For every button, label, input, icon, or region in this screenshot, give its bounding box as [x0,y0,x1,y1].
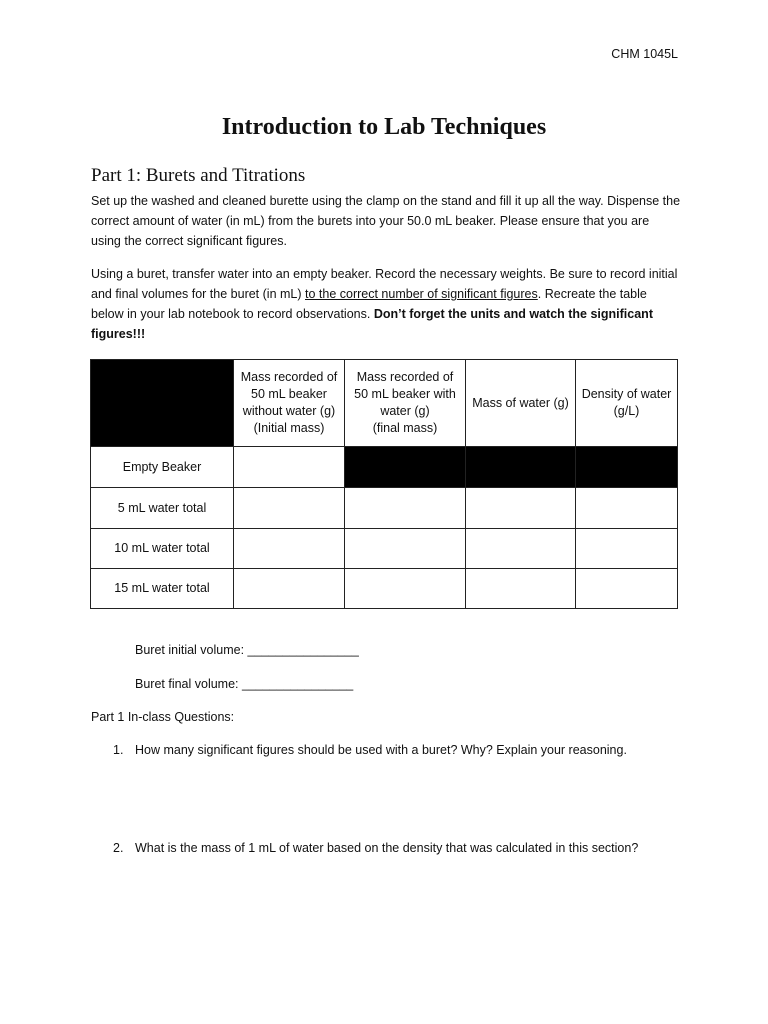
header-final-mass: Mass recorded of 50 mL beaker with water (g) (final mass) [345,360,466,447]
table-cell[interactable] [466,569,576,609]
table-header-row [91,360,678,447]
table-row [91,447,678,488]
table-cell[interactable] [576,488,678,529]
blank-header-cell [91,360,234,447]
table-cell[interactable] [576,569,678,609]
buret-final-volume-line[interactable]: Buret final volume: ________________ [135,677,354,691]
question-number: 2. [113,841,124,855]
instructions-paragraph-1: Set up the washed and cleaned burette using the clamp on the stand and fill it up all the way. Dispense the correct amount of water (in mL) from the burets into your 50.0 mL beaker. Please ensure that you are using the correct significant figures. [91,194,681,248]
header-mass-of-water: Mass of water (g) [466,360,576,447]
observations-table [90,359,678,609]
table-cell[interactable] [345,569,466,609]
question-2 [113,841,638,855]
part1-heading: Part 1: Burets and Titrations [91,165,306,186]
question-text: How many significant figures should be used with a buret? Why? Explain your reasoning. [135,743,627,757]
table-cell[interactable] [345,529,466,569]
row-label: Empty Beaker [91,447,234,488]
table-row [91,529,678,569]
blacked-out-cell [576,447,678,488]
buret-initial-volume-line[interactable]: Buret initial volume: ________________ [135,643,359,657]
row-label: 15 mL water total [91,569,234,609]
row-label: 5 mL water total [91,488,234,529]
instructions-paragraph-2 [91,264,681,344]
questions-heading: Part 1 In-class Questions: [91,710,235,724]
underlined-text: to the correct number of significant figures [305,287,538,301]
paragraph2-text-mid: . Recreate the table below in your lab notebook to record observations. [91,287,647,321]
table-cell[interactable] [466,529,576,569]
blacked-out-cell [466,447,576,488]
blacked-out-cell [345,447,466,488]
header-density: Density of water (g/L) [576,360,678,447]
table-cell[interactable] [234,529,345,569]
table-row [91,569,678,609]
paragraph2-text: Using a buret, transfer water into an empty beaker. Record the necessary weights. Be sure to record initial and final volumes for the buret (in mL) [91,267,678,301]
course-code: CHM 1045L [611,47,678,61]
question-1 [113,743,627,757]
table-cell[interactable] [234,569,345,609]
question-text: What is the mass of 1 mL of water based on the density that was calculated in this section? [135,841,639,855]
table-cell[interactable] [234,488,345,529]
row-label: 10 mL water total [91,529,234,569]
page-title: Introduction to Lab Techniques [221,114,547,140]
header-initial-mass: Mass recorded of 50 mL beaker without water (g) (Initial mass) [234,360,345,447]
table-row [91,488,678,529]
table-cell[interactable] [345,488,466,529]
table-cell[interactable] [234,447,345,488]
table-cell[interactable] [576,529,678,569]
table-cell[interactable] [466,488,576,529]
bold-warning: Don’t forget the units and watch the significant figures!!! [91,307,653,341]
question-number: 1. [113,743,124,757]
